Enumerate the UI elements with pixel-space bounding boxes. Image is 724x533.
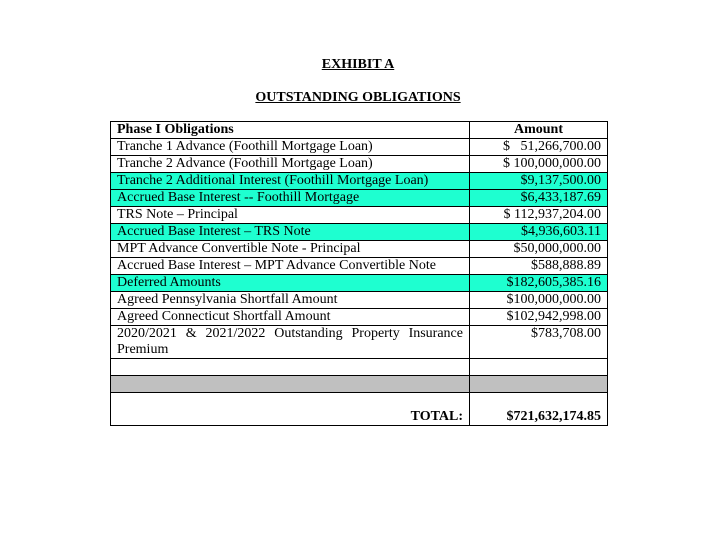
- row-amount: $588,888.89: [470, 258, 608, 275]
- row-amount: $4,936,603.11: [470, 224, 608, 241]
- gray-cell: [470, 376, 608, 393]
- table-row-highlighted: [111, 190, 608, 207]
- page-subtitle: OUTSTANDING OBLIGATIONS: [255, 90, 461, 105]
- row-description: TRS Note – Principal: [111, 207, 470, 224]
- row-amount: $50,000,000.00: [470, 241, 608, 258]
- row-amount: $102,942,998.00: [470, 309, 608, 326]
- table-row: [111, 309, 608, 326]
- row-description: MPT Advance Convertible Note - Principal: [111, 241, 470, 258]
- table-row-blank: [111, 359, 608, 376]
- table-row: [111, 241, 608, 258]
- table-row-highlighted: [111, 275, 608, 292]
- row-description: Tranche 1 Advance (Foothill Mortgage Loan): [111, 139, 470, 156]
- row-description: Accrued Base Interest -- Foothill Mortgage: [111, 190, 470, 207]
- row-amount: $100,000,000.00: [470, 292, 608, 309]
- row-description: Tranche 2 Additional Interest (Foothill Mortgage Loan): [111, 173, 470, 190]
- table-header-row: [111, 122, 608, 139]
- row-amount: $ 51,266,700.00: [470, 139, 608, 156]
- row-amount: $783,708.00: [470, 326, 608, 359]
- row-description: 2020/2021 & 2021/2022 Outstanding Property Insurance Premium: [111, 326, 470, 359]
- row-amount: $182,605,385.16: [470, 275, 608, 292]
- table-row-gray-separator: [111, 376, 608, 393]
- row-description: Tranche 2 Advance (Foothill Mortgage Loan): [111, 156, 470, 173]
- row-description: Deferred Amounts: [111, 275, 470, 292]
- row-description: Agreed Pennsylvania Shortfall Amount: [111, 292, 470, 309]
- row-description: Accrued Base Interest – TRS Note: [111, 224, 470, 241]
- table-row-highlighted: [111, 224, 608, 241]
- table-row: [111, 207, 608, 224]
- row-description: Agreed Connecticut Shortfall Amount: [111, 309, 470, 326]
- total-row: [111, 393, 608, 426]
- table-row: [111, 292, 608, 309]
- total-amount: $721,632,174.85: [470, 393, 608, 426]
- row-amount: $6,433,187.69: [470, 190, 608, 207]
- row-description: Accrued Base Interest – MPT Advance Convertible Note: [111, 258, 470, 275]
- table-row: [111, 326, 608, 359]
- table-row: [111, 139, 608, 156]
- row-amount: $9,137,500.00: [470, 173, 608, 190]
- row-amount: $ 112,937,204.00: [470, 207, 608, 224]
- total-label: TOTAL:: [111, 393, 470, 426]
- row-amount: $ 100,000,000.00: [470, 156, 608, 173]
- header-phase-obligations: Phase I Obligations: [111, 122, 470, 139]
- blank-cell: [111, 359, 470, 376]
- obligations-table: [110, 121, 608, 426]
- table-row-highlighted: [111, 173, 608, 190]
- blank-cell: [470, 359, 608, 376]
- header-amount: Amount: [470, 122, 608, 139]
- exhibit-title: EXHIBIT A: [321, 57, 395, 72]
- gray-cell: [111, 376, 470, 393]
- table-row: [111, 156, 608, 173]
- table-row: [111, 258, 608, 275]
